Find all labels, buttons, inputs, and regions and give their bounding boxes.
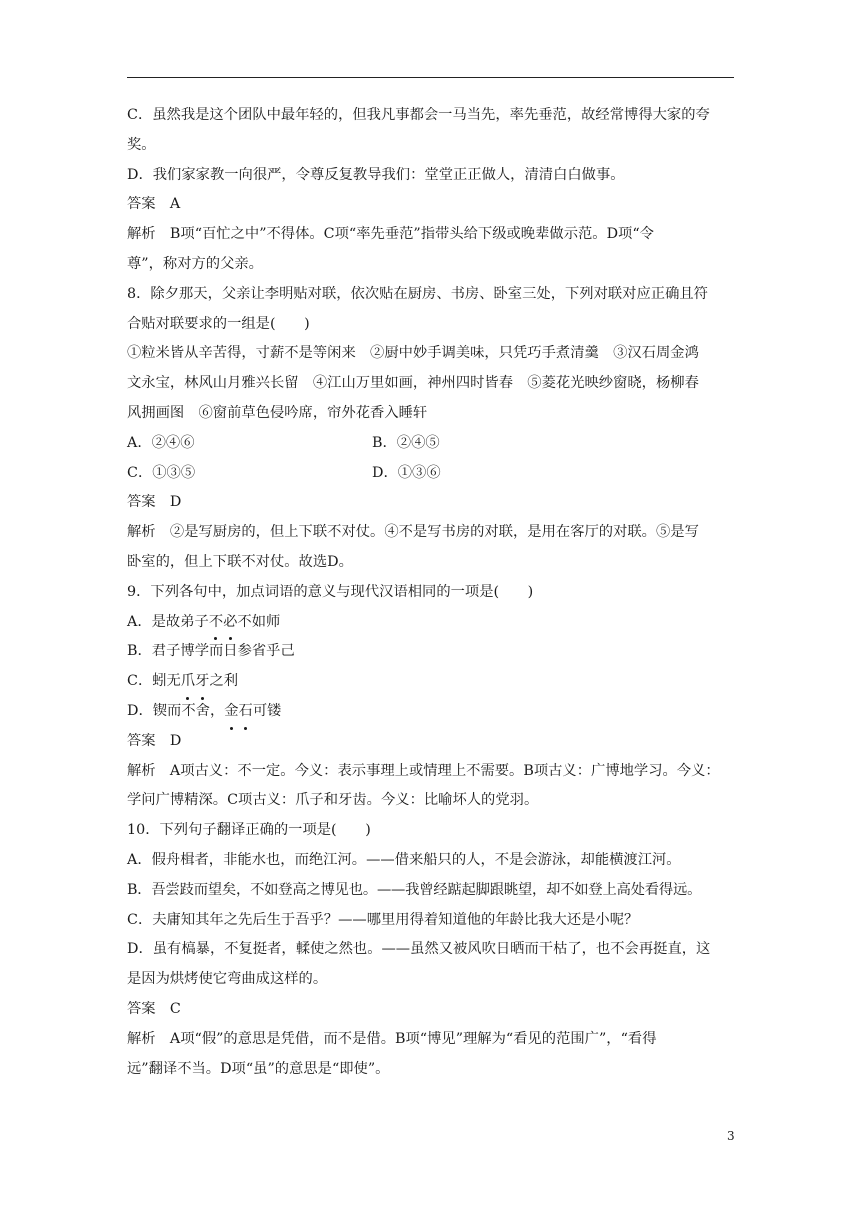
dotted-char: 不 [209,608,223,638]
question-9-option-b: B．君子博学而日参省乎己 [127,643,295,660]
question-8-options-row-2 [127,459,737,489]
question-8-options-row-1 [127,429,737,459]
answer-9: 答案 D [127,732,182,749]
couplets-line-2: 文永宝，林风山月雅兴长留 ④江山万里如画，神州四时皆春 ⑤菱花光映纱窗晓，杨柳春 [127,375,699,392]
explanation-7-line-2: 尊”，称对方的父亲。 [127,255,263,272]
dotted-char: 必 [223,608,237,638]
question-10-option-d-line-1: D．虽有槁暴，不复挺者，輮使之然也。——虽然又被风吹日晒而干枯了，也不会再挺直，这 [127,941,711,958]
question-10-option-a: A．假舟楫者，非能水也，而绝江河。——借来船只的人，不是会游泳，却能横渡江河。 [127,851,681,868]
answer-7: 答案 A [127,196,181,213]
header-rule [127,77,734,78]
option-c-line-1: C．虽然我是这个团队中最年轻的，但我凡事都会一马当先，率先垂范，故经常博得大家的夸 [127,107,710,123]
option-text: 不如师 [237,613,281,630]
question-9-option-c [127,667,737,697]
question-10-option-c: C．夫庸知其年之先后生于吾乎？——哪里用得着知道他的年龄比我大还是小呢？ [127,911,639,928]
couplets-line-1: ①粒米皆从辛苦得，寸薪不是等闲来 ②厨中妙手调美味，只凭巧手煮清羹 ③汉石周金鸿 [127,345,699,362]
answer-10: 答案 C [127,1000,181,1017]
couplets-line-3: 风拥画图 ⑥窗前草色侵吟席，帘外花香入睡轩 [127,404,428,421]
answer-8: 答案 D [127,494,182,511]
question-9-option-d [127,697,737,727]
explanation-10-line-1: 解析 A项“假”的意思是凭借，而不是借。B项“博见”理解为“看见的范围广”，“看得 [127,1030,657,1047]
question-10-option-d-line-2: 是因为烘烤使它弯曲成这样的。 [127,971,328,988]
dotted-char: 牙 [195,667,209,697]
question-8-option-d: D．①③⑥ [372,464,441,481]
explanation-7-line-1: 解析 B项“百忙之中”不得体。C项“率先垂范”指带头给下级或晚辈做示范。D项“令 [127,226,654,243]
option-text: 可镂 [252,702,282,719]
option-text: 之利 [209,673,239,690]
question-10-option-b: B．吾尝跂而望矣，不如登高之博见也。——我曾经踮起脚跟眺望，却不如登上高处看得远。 [127,881,702,898]
explanation-9-line-2: 学问广博精深。C项古义：爪子和牙齿。今义：比喻坏人的党羽。 [127,792,539,809]
question-9: 9．下列各句中，加点词语的意义与现代汉语相同的一项是( ) [127,583,534,600]
option-d-line: D．我们家家教一向很严，令尊反复教导我们：堂堂正正做人，清清白白做事。 [127,166,625,183]
option-c-line-2: 奖。 [127,136,156,153]
page-number: 3 [727,1129,735,1143]
option-text: D．锲而不舍， [127,702,225,719]
option-text: A．是故弟子 [127,613,209,630]
question-8-option-c: C．①③⑤ [127,464,196,481]
question-8-option-a: A．②④⑥ [127,434,195,451]
document-body [127,101,737,1084]
explanation-9-line-1: 解析 A项古义：不一定。今义：表示事理上或情理上不需要。B项古义：广博地学习。今义： [127,762,720,779]
question-9-option-a [127,608,737,638]
question-8-option-b: B．②④⑤ [372,434,440,451]
dotted-char: 金 [224,697,238,727]
explanation-8-line-1: 解析 ②是写厨房的，但上下联不对仗。④不是写书房的对联，是用在客厅的对联。⑤是写 [127,524,699,541]
question-8-line-2: 合贴对联要求的一组是( ) [127,315,310,332]
explanation-8-line-2: 卧室的，但上下联不对仗。故选D。 [127,553,353,570]
question-10: 10．下列句子翻译正确的一项是( ) [127,822,371,839]
option-text: C．蚓无 [127,673,181,690]
question-8-line-1: 8．除夕那天，父亲让李明贴对联，依次贴在厨房、书房、卧室三处，下列对联对应正确且符 [127,285,708,302]
dotted-char: 石 [239,697,253,727]
explanation-10-line-2: 远”翻译不当。D项“虽”的意思是“即使”。 [127,1060,390,1077]
dotted-char: 爪 [181,667,195,697]
